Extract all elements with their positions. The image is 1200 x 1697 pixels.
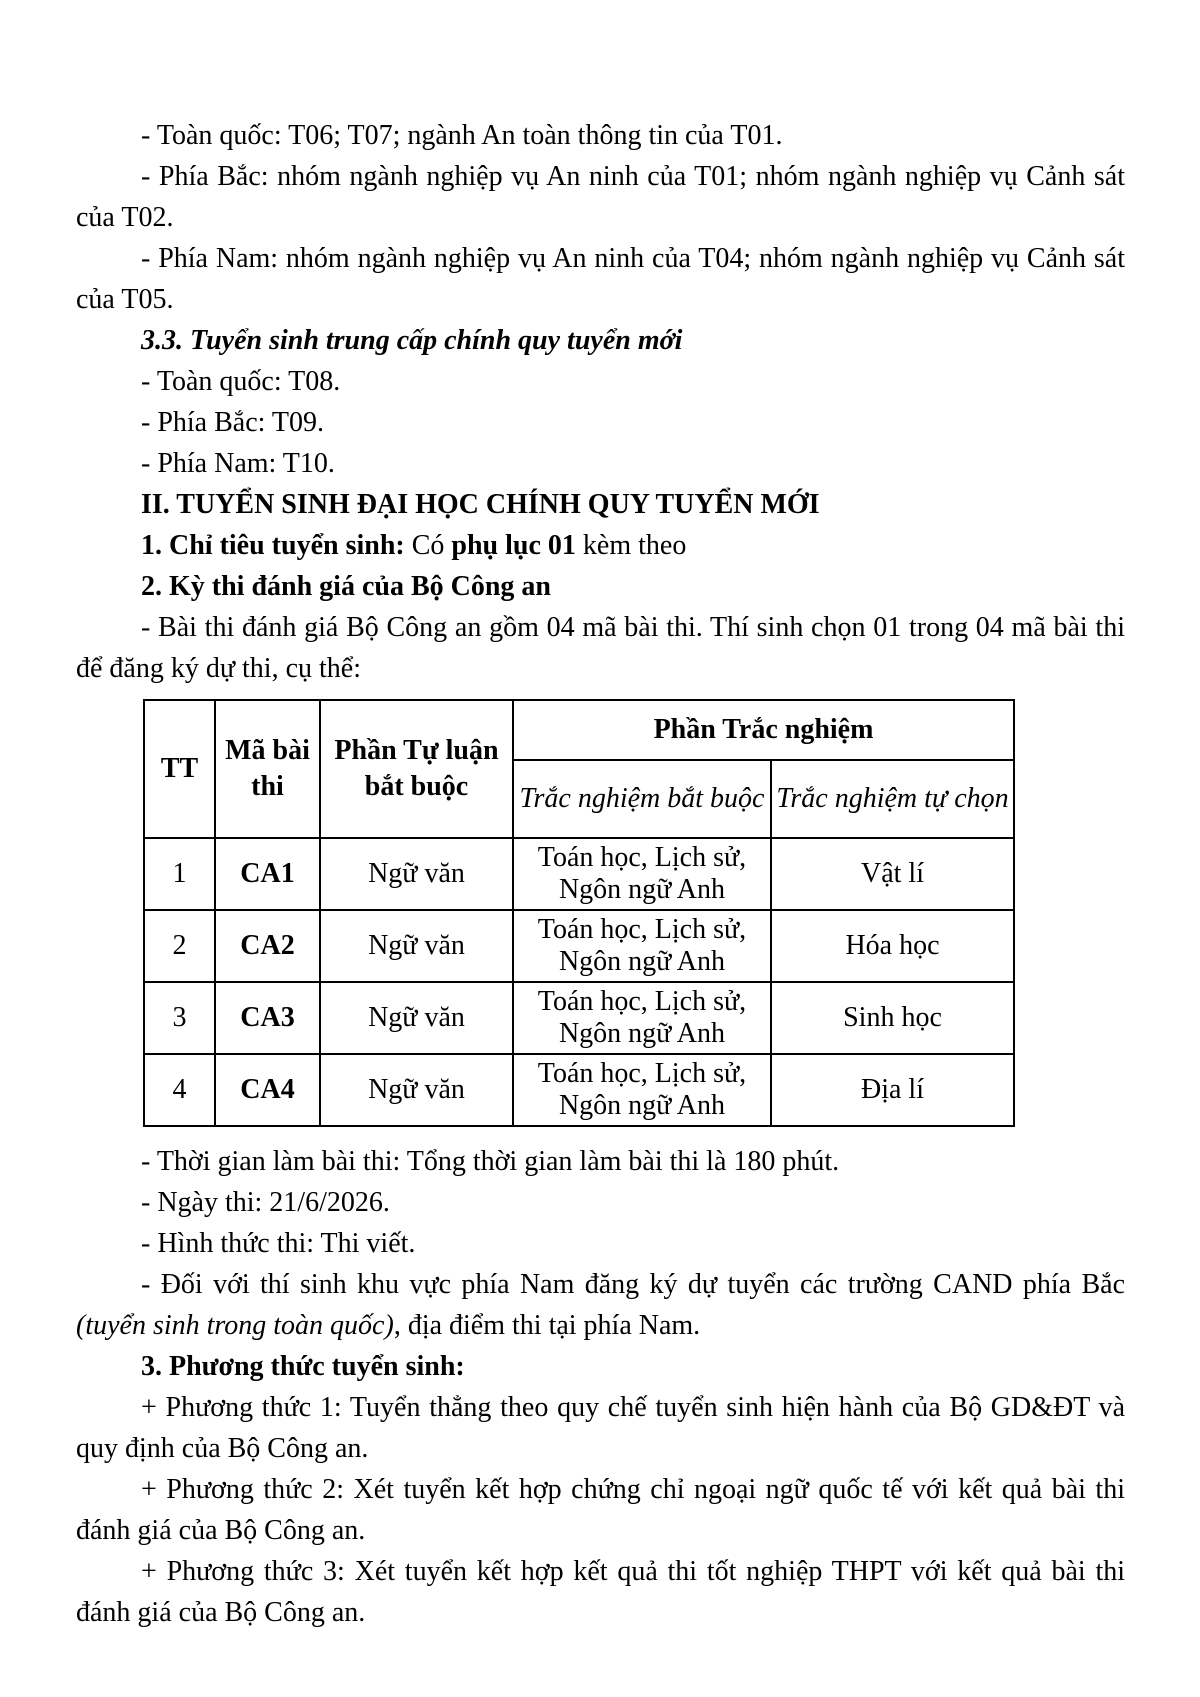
cell-tt: 3	[144, 982, 215, 1054]
para-chi-tieu	[76, 525, 1125, 566]
chi-tieu-tail: kèm theo	[575, 530, 687, 561]
heading-phuong-thuc: 3. Phương thức tuyển sinh:	[141, 1351, 465, 1382]
para-phia-bac-t09: - Phía Bắc: T09.	[141, 407, 325, 438]
chi-tieu-label: 1. Chỉ tiêu tuyển sinh:	[141, 530, 405, 561]
cell-tn-tu-chon: Vật lí	[771, 838, 1014, 910]
header-ma-bai-thi: Mã bài thi	[215, 700, 320, 838]
doi-voi-head: - Đối với thí sinh khu vực phía Nam đăng ký dự tuyển các trường CAND phía Bắc	[141, 1269, 1125, 1300]
para-hinh-thuc: - Hình thức thi: Thi viết.	[141, 1228, 416, 1259]
cell-tn-tu-chon: Địa lí	[771, 1054, 1014, 1126]
para-phia-nam-t04: - Phía Nam: nhóm ngành nghiệp vụ An ninh của T04; nhóm ngành nghiệp vụ Cảnh sát của T05.	[76, 243, 1125, 315]
heading-section-ii: II. TUYỂN SINH ĐẠI HỌC CHÍNH QUY TUYỂN MỚI	[141, 489, 820, 520]
para-doi-voi	[76, 1264, 1125, 1346]
para-phuong-thuc-1: + Phương thức 1: Tuyển thẳng theo quy chế tuyển sinh hiện hành của Bộ GD&ĐT và quy định của Bộ Công an.	[76, 1392, 1125, 1464]
para-thoi-gian: - Thời gian làm bài thi: Tổng thời gian làm bài thi là 180 phút.	[141, 1146, 840, 1177]
cell-tn-bat-buoc: Toán học, Lịch sử, Ngôn ngữ Anh	[513, 838, 771, 910]
heading-3-3: 3.3. Tuyển sinh trung cấp chính quy tuyển mới	[141, 325, 683, 356]
table-row	[144, 838, 1014, 910]
cell-exam-code: CA2	[215, 910, 320, 982]
table-header-row-1	[144, 700, 1014, 760]
para-phia-bac-t01: - Phía Bắc: nhóm ngành nghiệp vụ An ninh của T01; nhóm ngành nghiệp vụ Cảnh sát của T02.	[76, 161, 1125, 233]
doi-voi-tail: , địa điểm thi tại phía Nam.	[393, 1310, 701, 1341]
doi-voi-italic: (tuyển sinh trong toàn quốc)	[76, 1310, 394, 1341]
cell-tu-luan: Ngữ văn	[320, 910, 513, 982]
cell-tu-luan: Ngữ văn	[320, 982, 513, 1054]
cell-tt: 2	[144, 910, 215, 982]
cell-tn-tu-chon: Hóa học	[771, 910, 1014, 982]
cell-tn-bat-buoc: Toán học, Lịch sử, Ngôn ngữ Anh	[513, 982, 771, 1054]
cell-exam-code: CA3	[215, 982, 320, 1054]
para-phuong-thuc-3: + Phương thức 3: Xét tuyển kết hợp kết quả thi tốt nghiệp THPT với kết quả bài thi đánh giá của Bộ Công an.	[76, 1556, 1125, 1628]
cell-tt: 4	[144, 1054, 215, 1126]
exam-codes-table	[143, 699, 1015, 1127]
header-tt: TT	[144, 700, 215, 838]
cell-tn-tu-chon: Sinh học	[771, 982, 1014, 1054]
cell-tu-luan: Ngữ văn	[320, 838, 513, 910]
para-ngay-thi: - Ngày thi: 21/6/2026.	[141, 1187, 390, 1218]
cell-tu-luan: Ngữ văn	[320, 1054, 513, 1126]
para-phia-nam-t10: - Phía Nam: T10.	[141, 448, 335, 479]
table-row	[144, 1054, 1014, 1126]
cell-exam-code: CA1	[215, 838, 320, 910]
cell-tn-bat-buoc: Toán học, Lịch sử, Ngôn ngữ Anh	[513, 1054, 771, 1126]
header-tu-luan: Phần Tự luận bắt buộc	[320, 700, 513, 838]
table-row	[144, 910, 1014, 982]
chi-tieu-phu-luc: phụ lục 01	[451, 530, 576, 561]
chi-tieu-mid: Có	[404, 530, 452, 561]
table-row	[144, 982, 1014, 1054]
header-tn-bat-buoc: Trắc nghiệm bắt buộc	[513, 760, 771, 838]
para-toan-quoc-t06: - Toàn quốc: T06; T07; ngành An toàn thông tin của T01.	[141, 120, 783, 151]
cell-tt: 1	[144, 838, 215, 910]
para-phuong-thuc-2: + Phương thức 2: Xét tuyển kết hợp chứng chỉ ngoại ngữ quốc tế với kết quả bài thi đánh giá của Bộ Công an.	[76, 1474, 1125, 1546]
header-tn-tu-chon: Trắc nghiệm tự chọn	[771, 760, 1014, 838]
para-bai-thi-intro: - Bài thi đánh giá Bộ Công an gồm 04 mã bài thi. Thí sinh chọn 01 trong 04 mã bài thi để đăng ký dự thi, cụ thể:	[76, 612, 1125, 684]
cell-exam-code: CA4	[215, 1054, 320, 1126]
heading-ky-thi: 2. Kỳ thi đánh giá của Bộ Công an	[141, 571, 551, 602]
para-toan-quoc-t08: - Toàn quốc: T08.	[141, 366, 341, 397]
header-trac-nghiem: Phần Trắc nghiệm	[513, 700, 1014, 760]
cell-tn-bat-buoc: Toán học, Lịch sử, Ngôn ngữ Anh	[513, 910, 771, 982]
